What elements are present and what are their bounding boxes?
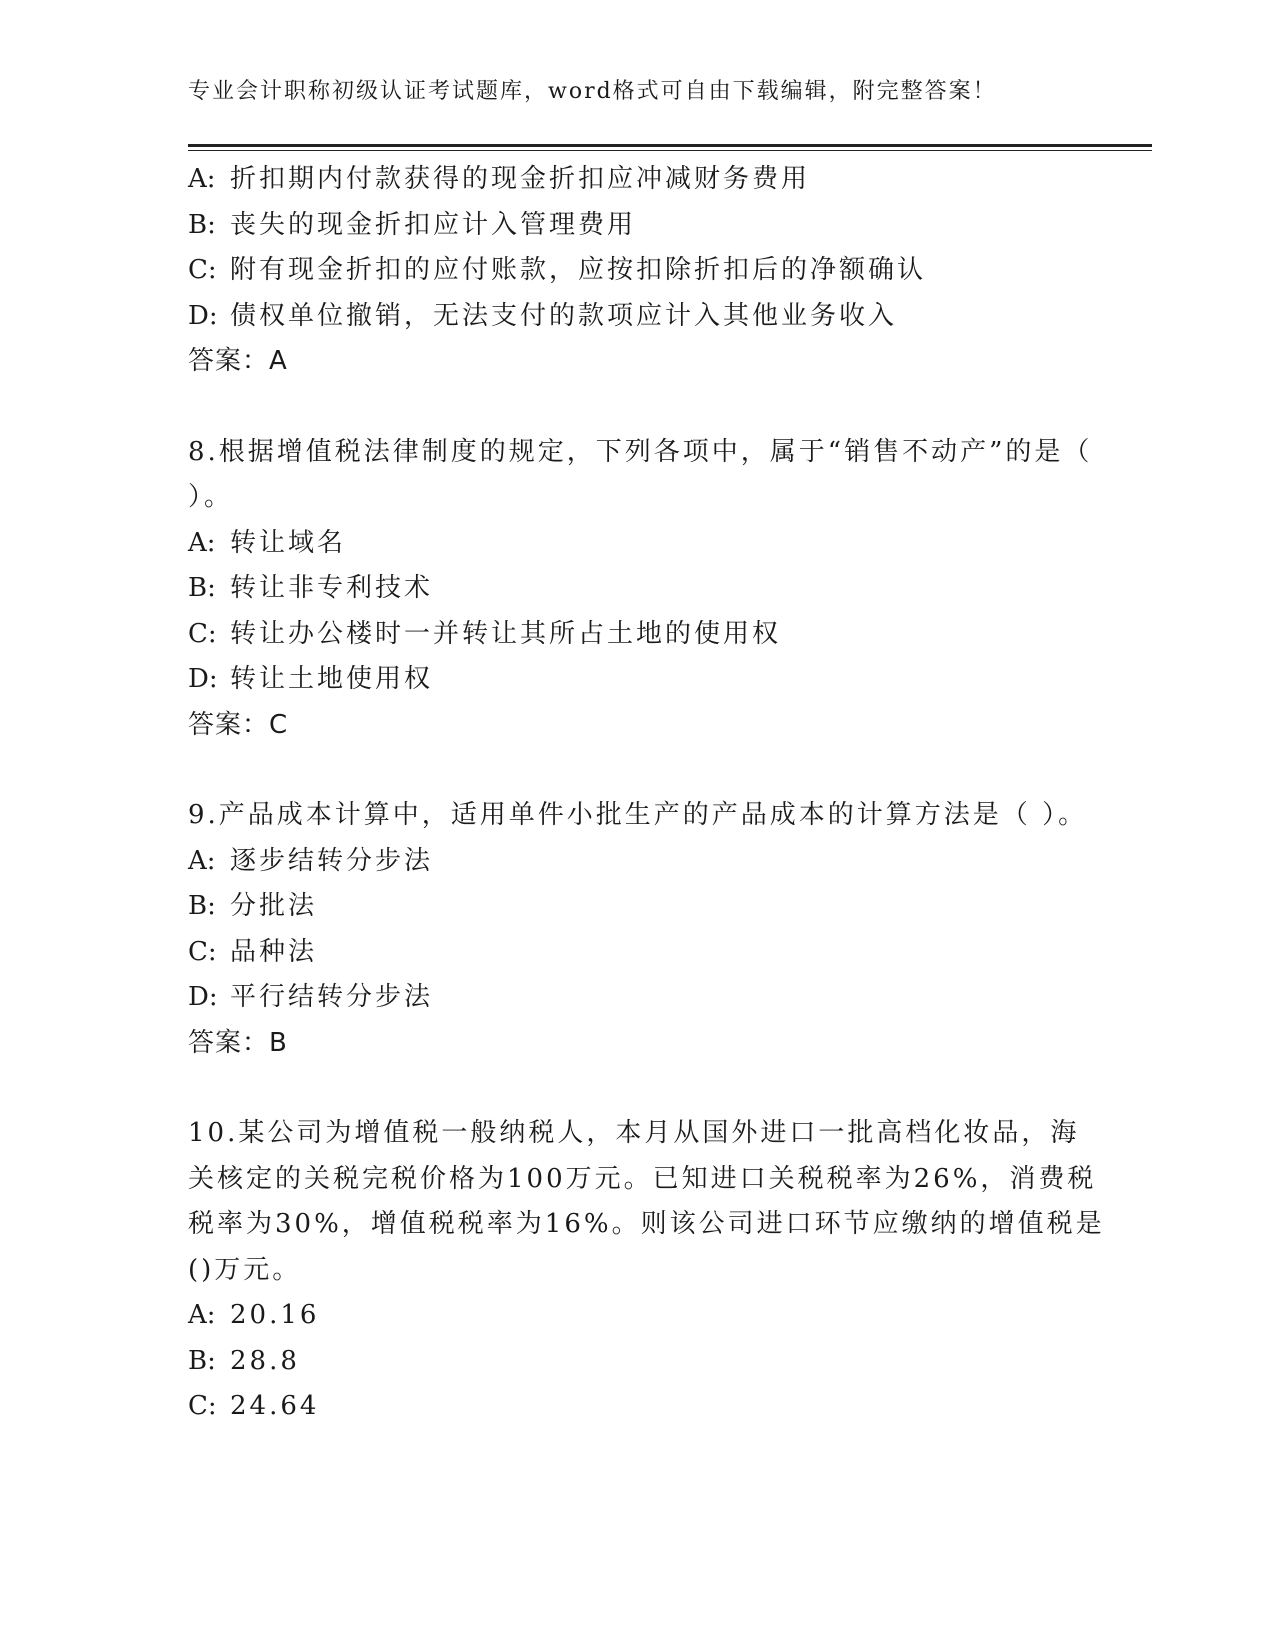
option-letter: A: <box>188 164 216 194</box>
question-content <box>188 157 1108 1430</box>
option-text: 附有现金折扣的应付账款，应按扣除折扣后的净额确认 <box>230 255 927 285</box>
question-10 <box>188 1111 1108 1430</box>
option-text: 逐步结转分步法 <box>230 845 434 876</box>
option-c <box>188 930 1108 976</box>
option-d <box>188 294 1108 340</box>
option-letter: B: <box>188 209 216 240</box>
spacer <box>188 748 1108 793</box>
question-9 <box>188 793 1108 1066</box>
option-letter: B: <box>188 573 216 603</box>
option-c <box>188 248 1108 294</box>
option-text: 20.16 <box>230 1300 320 1330</box>
option-letter: B: <box>188 1345 216 1376</box>
header-rule-thin <box>188 150 1152 151</box>
option-letter: C: <box>188 936 217 967</box>
answer-line: 答案：C <box>188 709 289 740</box>
option-d <box>188 975 1108 1021</box>
option-a <box>188 521 1108 567</box>
option-text: 丧失的现金折扣应计入管理费用 <box>230 209 637 240</box>
option-letter: D: <box>188 664 218 694</box>
option-letter: C: <box>188 618 217 649</box>
option-letter: B: <box>188 891 216 921</box>
option-text: 折扣期内付款获得的现金折扣应冲减财务费用 <box>230 164 811 194</box>
spacer <box>188 1066 1108 1111</box>
option-b <box>188 1339 1108 1385</box>
question-stem: 10.某公司为增值税一般纳税人，本月从国外进口一批高档化妆品，海关核定的关税完税价格为100万元。已知进口关税税率为26%，消费税税率为30%，增值税税率为16%。则该公司进口环节应缴纳的增值税是()万元。 <box>188 1118 1105 1285</box>
option-letter: A: <box>188 1300 216 1330</box>
page-header: 专业会计职称初级认证考试题库，word格式可自由下载编辑，附完整答案！ <box>188 79 997 104</box>
option-a <box>188 839 1108 885</box>
option-text: 转让办公楼时一并转让其所占土地的使用权 <box>230 618 782 649</box>
option-text: 转让非专利技术 <box>230 573 434 603</box>
option-text: 分批法 <box>230 891 318 921</box>
answer-line: 答案：B <box>188 1027 288 1058</box>
question-7 <box>188 157 1108 385</box>
option-b <box>188 566 1108 612</box>
question-stem: 8.根据增值税法律制度的规定，下列各项中，属于“销售不动产”的是（ ）。 <box>188 436 1093 512</box>
question-stem: 9.产品成本计算中，适用单件小批生产的产品成本的计算方法是（ ）。 <box>188 800 1088 830</box>
option-c <box>188 612 1108 658</box>
header-rule-thick <box>188 144 1152 147</box>
option-letter: D: <box>188 982 218 1012</box>
option-d <box>188 657 1108 703</box>
option-a <box>188 1293 1108 1339</box>
option-b <box>188 884 1108 930</box>
option-letter: D: <box>188 300 218 331</box>
option-text: 转让域名 <box>230 527 347 558</box>
option-text: 品种法 <box>230 936 318 967</box>
option-text: 平行结转分步法 <box>230 982 434 1012</box>
answer-line: 答案：A <box>188 346 288 376</box>
option-b <box>188 203 1108 249</box>
option-letter: C: <box>188 1391 217 1421</box>
option-text: 24.64 <box>230 1391 320 1421</box>
option-a <box>188 157 1108 203</box>
option-text: 转让土地使用权 <box>230 664 434 694</box>
option-text: 28.8 <box>230 1345 300 1376</box>
option-text: 债权单位撤销，无法支付的款项应计入其他业务收入 <box>230 300 898 331</box>
spacer <box>188 385 1108 430</box>
option-c <box>188 1384 1108 1430</box>
option-letter: A: <box>188 527 216 558</box>
option-letter: C: <box>188 255 217 285</box>
option-letter: A: <box>188 845 216 876</box>
question-8 <box>188 430 1108 749</box>
